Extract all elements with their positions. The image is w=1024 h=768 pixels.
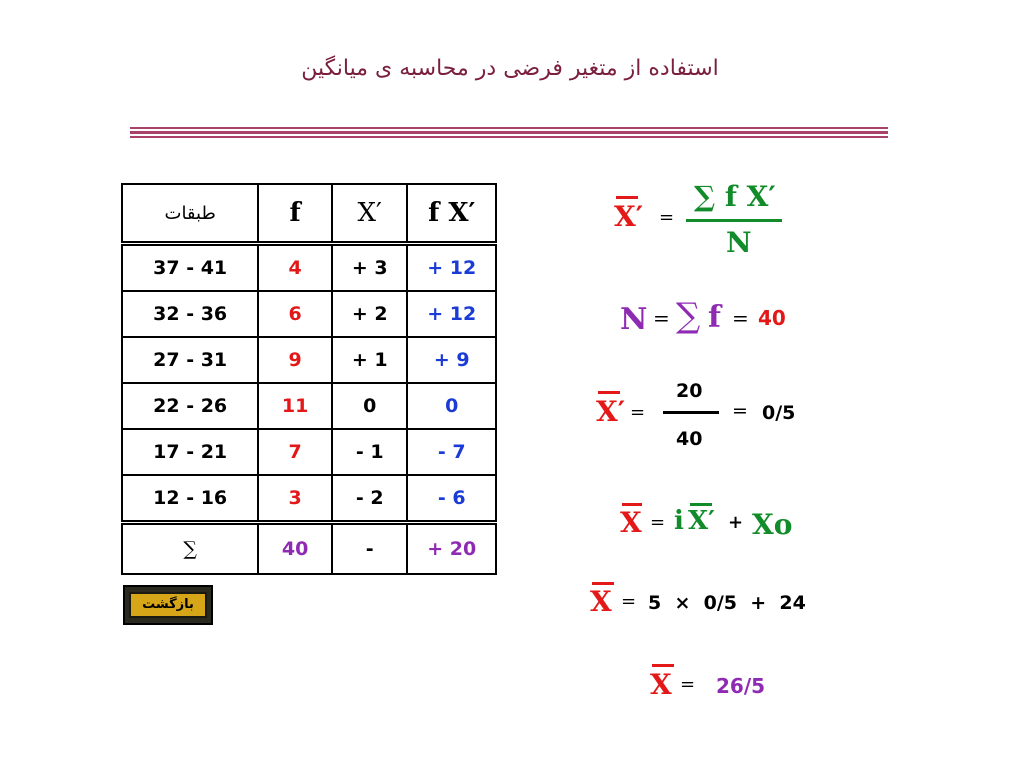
formula-xo: Xo: [752, 508, 793, 541]
formula-compute-lhs: X′: [596, 395, 626, 428]
page-title: استفاده از متغیر فرضی در محاسبه ی میانگین: [301, 56, 719, 81]
fx-cell: - 6: [407, 475, 496, 523]
x-cell: + 1: [332, 337, 408, 383]
class-cell: 22 - 26: [122, 383, 258, 429]
back-button[interactable]: [123, 585, 213, 625]
f-cell: 9: [258, 337, 332, 383]
table-row: [122, 244, 496, 292]
formula-denominator: 40: [676, 428, 703, 450]
formula-result: 0/5: [762, 402, 796, 424]
sigma-icon: ∑: [676, 296, 701, 336]
formula-eq: =: [732, 306, 749, 330]
mean-bar: [598, 391, 620, 394]
x-cell: - 2: [332, 475, 408, 523]
frequency-table: [121, 183, 497, 575]
table-row: [122, 337, 496, 383]
formula-i: i: [674, 506, 684, 536]
formula-eq: =: [653, 306, 670, 330]
f-cell: 4: [258, 244, 332, 292]
sum-f-cell: 40: [258, 523, 332, 575]
header-x-prime: X′: [332, 184, 408, 244]
formula-general-lhs: X: [620, 506, 642, 539]
x-cell: - 1: [332, 429, 408, 475]
header-f: f: [258, 184, 332, 244]
formula-eq: =: [621, 591, 637, 612]
mean-bar: [652, 664, 674, 667]
formula-eq: =: [732, 400, 748, 422]
fx-cell: - 7: [407, 429, 496, 475]
formula-x-prime: X′: [688, 506, 716, 536]
class-cell: 32 - 36: [122, 291, 258, 337]
class-cell: 37 - 41: [122, 244, 258, 292]
title-rule: [130, 131, 888, 134]
sum-x-cell: -: [332, 523, 408, 575]
fx-cell: + 12: [407, 244, 496, 292]
sigma-icon: ∑: [122, 523, 258, 575]
formula-eq: =: [650, 512, 666, 533]
formula-n: N: [620, 302, 648, 337]
fraction-bar: [686, 219, 782, 222]
formula-eq: =: [630, 402, 646, 423]
formula-numerator: ∑ f X′: [694, 180, 776, 213]
back-button-label: بازگشت: [129, 592, 207, 618]
fraction-bar: [663, 411, 719, 414]
x-cell: 0: [332, 383, 408, 429]
table-row: [122, 291, 496, 337]
f-cell: 3: [258, 475, 332, 523]
x-cell: + 3: [332, 244, 408, 292]
table-row: [122, 429, 496, 475]
formula-mean-prime-lhs: X′: [614, 200, 644, 233]
f-cell: 11: [258, 383, 332, 429]
formula-eq: =: [659, 207, 675, 228]
formula-denominator: N: [726, 226, 752, 259]
table-row: [122, 383, 496, 429]
formula-substituted-lhs: X: [590, 585, 612, 618]
table-header-row: [122, 184, 496, 244]
mean-bar: [616, 196, 638, 199]
f-cell: 7: [258, 429, 332, 475]
formula-expression: 5 × 0/5 + 24: [648, 592, 806, 614]
class-cell: 12 - 16: [122, 475, 258, 523]
class-cell: 17 - 21: [122, 429, 258, 475]
formula-plus: +: [728, 512, 744, 533]
table-sum-row: [122, 523, 496, 575]
formula-eq: =: [680, 674, 696, 695]
header-fx-prime: f X′: [407, 184, 496, 244]
formula-final-lhs: X: [650, 668, 672, 701]
table-row: [122, 475, 496, 523]
formula-numerator: 20: [676, 380, 703, 402]
fx-cell: + 12: [407, 291, 496, 337]
fx-cell: 0: [407, 383, 496, 429]
formula-final-result: 26/5: [716, 674, 766, 698]
f-cell: 6: [258, 291, 332, 337]
formula-value: 40: [758, 306, 786, 330]
sum-fx-cell: + 20: [407, 523, 496, 575]
formula-f: f: [708, 300, 721, 335]
header-classes: طبقات: [122, 184, 258, 244]
x-cell: + 2: [332, 291, 408, 337]
title-rule: [130, 136, 888, 138]
fx-cell: + 9: [407, 337, 496, 383]
class-cell: 27 - 31: [122, 337, 258, 383]
title-rule: [130, 127, 888, 129]
